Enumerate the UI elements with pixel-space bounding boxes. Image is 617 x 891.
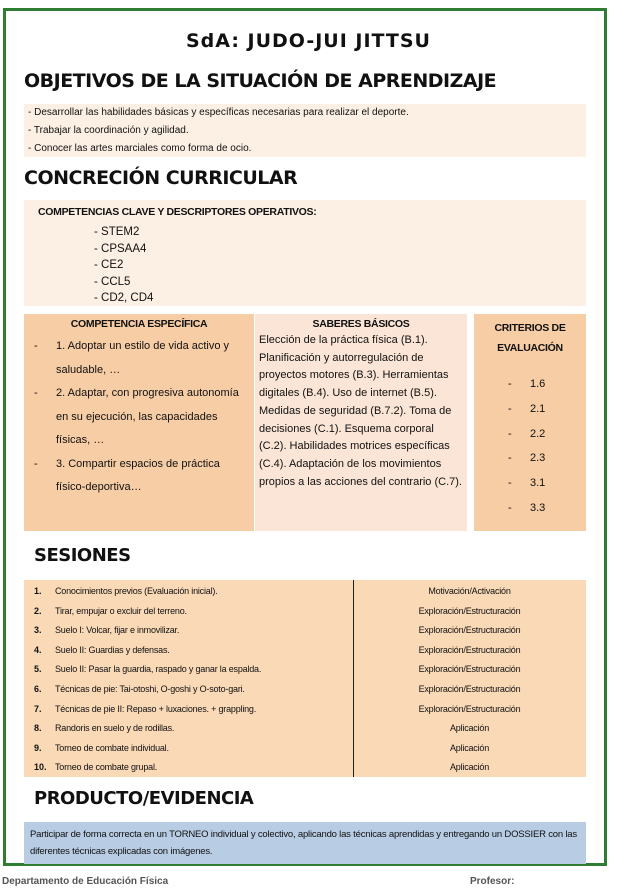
session-title: Randoris en suelo y de rodillas. (55, 723, 175, 734)
table-row (24, 660, 586, 680)
concrecion-heading: CONCRECIÓN CURRICULAR (24, 167, 298, 189)
session-number: 8. (34, 723, 42, 734)
criterio-item: - 2.3 (474, 446, 586, 471)
criterio-item: - 3.3 (474, 496, 586, 521)
session-title: Conocimientos previos (Evaluación inicial). (55, 586, 218, 596)
competencia-item: - STEM2 (94, 226, 140, 238)
table-row (24, 621, 586, 641)
objetivos-heading: OBJETIVOS DE LA SITUACIÓN DE APRENDIZAJE (24, 70, 497, 92)
session-title: Tirar, empujar o excluir del terreno. (55, 605, 187, 616)
session-phase: Motivación/Activación (428, 586, 511, 596)
session-title: Suelo II: Pasar la guardia, raspado y ganar la espalda. (55, 664, 262, 675)
competencia-item: - CCL5 (94, 275, 131, 288)
session-number: 10. (34, 762, 47, 773)
table-row (24, 758, 586, 778)
session-phase: Exploración/Estructuración (418, 625, 521, 636)
criterio-value: 1.6 (530, 378, 546, 390)
criterio-item: - 2.1 (474, 397, 586, 422)
session-title: Torneo de combate grupal. (55, 762, 158, 773)
producto-text: Participar de forma correcta en un TORNEO individual y colectivo, aplicando las técnicas aprendidas y entregando un DOSSIER con las diferentes técnicas explicadas con imágenes. (30, 829, 577, 857)
criterio-item: - 2.2 (474, 422, 586, 447)
competencia-especifica-text: 1. Adoptar un estilo de vida activo y saludable, … (56, 340, 230, 376)
page-title: SdA: JUDO-JUI JITTSU (185, 30, 431, 52)
session-title: Técnicas de pie II: Repaso + luxaciones. + grappling. (55, 703, 257, 714)
table-row (24, 700, 586, 720)
table-row (24, 719, 586, 739)
competencias-clave-list (94, 224, 153, 307)
session-number: 3. (34, 625, 42, 636)
sesiones-table (24, 580, 586, 777)
saberes-basicos-heading: SABERES BÁSICOS (312, 318, 410, 330)
table-row (24, 739, 586, 759)
table-row (24, 680, 586, 700)
objetivos-box (24, 104, 586, 157)
sesiones-heading: SESIONES (34, 545, 131, 566)
objetivo-item: - Trabajar la coordinación y agilidad. (28, 125, 189, 136)
competencia-item: - CE2 (94, 259, 124, 271)
profesor-label: Profesor: (470, 876, 515, 887)
table-row (24, 641, 586, 661)
table-row (24, 602, 586, 622)
criterios-column (474, 314, 586, 531)
criterio-item: - 3.1 (474, 471, 586, 496)
session-number: 5. (34, 664, 42, 675)
session-phase: Exploración/Estructuración (418, 605, 521, 616)
criterio-value: 3.1 (530, 477, 546, 490)
saberes-basicos-column (255, 314, 467, 531)
competencia-especifica-column (24, 314, 254, 531)
competencia-especifica-heading: COMPETENCIA ESPECÍFICA (70, 318, 208, 330)
criterio-item: - 1.6 (474, 372, 586, 397)
competencia-item: - CPSAA4 (94, 242, 147, 255)
criterio-value: 2.2 (530, 427, 546, 440)
department-label: Departamento de Educación Física (2, 876, 169, 887)
session-phase: Aplicación (449, 762, 490, 773)
competencia-especifica-text: 2. Adaptar, con progresiva autonomía en su ejecución, las capacidades físicas, … (56, 387, 239, 446)
competencias-clave-heading: COMPETENCIAS CLAVE Y DESCRIPTORES OPERATIVOS: (38, 206, 317, 218)
objetivo-item: - Conocer las artes marciales como forma de ocio. (28, 143, 252, 154)
competencia-especifica-item: - 2. Adaptar, con progresiva autonomía en su ejecución, las capacidades físicas, … (34, 387, 239, 446)
objetivo-item: - Desarrollar las habilidades básicas y específicas necesarias para realizar el deporte. (28, 107, 409, 118)
session-phase: Exploración/Estructuración (418, 684, 521, 694)
session-number: 9. (34, 742, 42, 753)
session-title: Suelo I: Volcar, fijar e inmovilizar. (55, 625, 180, 636)
saberes-basicos-text: Elección de la práctica física (B.1). Planificación y autorregulación de proyectos motores (B.3). Herramientas digitales (B.4). Uso de internet (B.5). Medidas de seguridad (B.7.2). Toma de decisiones (C.1). Esquema corporal (C.2). Habilidades motrices específicas (C.4). Adaptación de los movimientos propios a las acciones del contrario (C.7). (259, 334, 462, 488)
session-title: Suelo II: Guardias y defensas. (55, 644, 170, 655)
competencia-item: - CD2, CD4 (94, 292, 154, 304)
criterio-value: 2.1 (530, 402, 546, 415)
criterio-value: 2.3 (530, 452, 546, 465)
session-title: Torneo de combate individual. (55, 742, 169, 753)
session-phase: Aplicación (449, 742, 490, 753)
competencias-clave-box (24, 200, 586, 306)
session-title: Técnicas de pie: Tai-otoshi, O-goshi y O-soto-gari. (55, 684, 245, 694)
session-phase: Exploración/Estructuración (418, 664, 521, 675)
table-row (24, 582, 586, 602)
session-number: 2. (34, 605, 42, 616)
producto-box (24, 822, 586, 864)
producto-heading: PRODUCTO/EVIDENCIA (34, 788, 254, 809)
session-number: 6. (34, 684, 42, 694)
criterio-value: 3.3 (530, 501, 546, 514)
criterios-heading: CRITERIOS DE EVALUACIÓN (494, 322, 566, 354)
competencia-especifica-text: 3. Compartir espacios de práctica físico-deportiva… (56, 457, 220, 493)
session-number: 1. (34, 586, 42, 596)
competencia-especifica-item: - 3. Compartir espacios de práctica físico-deportiva… (34, 457, 220, 493)
session-phase: Aplicación (449, 723, 490, 734)
session-number: 4. (34, 644, 42, 655)
competencia-especifica-item: - 1. Adoptar un estilo de vida activo y saludable, … (34, 340, 230, 376)
session-phase: Exploración/Estructuración (418, 644, 521, 655)
session-phase: Exploración/Estructuración (418, 703, 521, 714)
session-number: 7. (34, 703, 42, 714)
